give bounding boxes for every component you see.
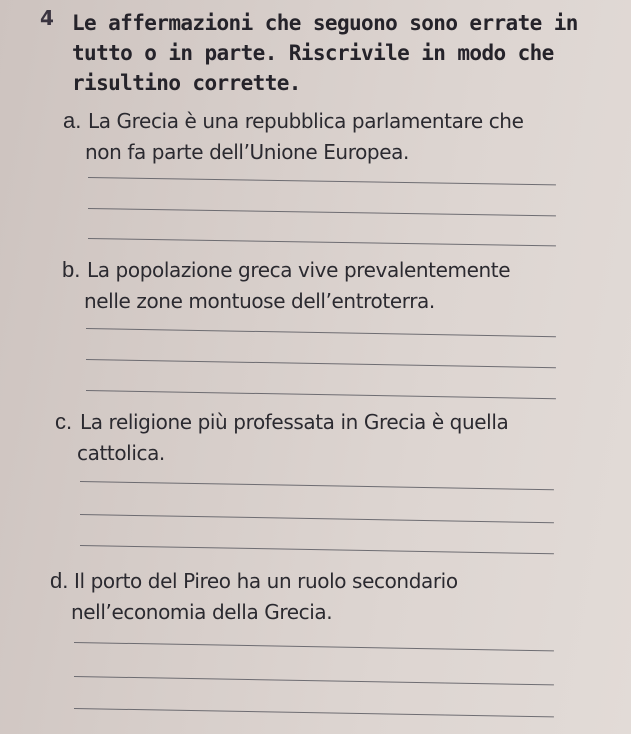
statement-line-1: La religione più professata in Grecia è quella [80,410,509,434]
answer-line [74,642,554,651]
statement-line-2: non fa parte dell’Unione Europea. [85,140,409,164]
exercise-instruction: Le affermazioni che seguono sono errate in tutto o in parte. Riscrivile in modo che risultino corrette. [72,11,578,95]
answer-line [80,545,554,554]
answer-line [74,676,554,685]
statement-line-2: cattolica. [77,441,165,465]
item-letter: b. [62,257,81,282]
statement-line-2: nell’economia della Grecia. [71,600,333,624]
answer-line [80,514,554,523]
exercise-number: 4 [40,6,54,30]
answer-line [88,177,556,185]
answer-line [86,390,556,399]
answer-line [74,708,554,717]
answer-line [86,328,556,337]
answer-line [88,238,556,246]
answer-line [86,359,556,368]
statement-text [84,255,567,317]
statement-line-2: nelle zone montuose dell’entroterra. [84,289,435,313]
item-letter: c. [55,409,73,434]
item-letter: d. [50,568,69,593]
statement-line-1: La popolazione greca vive prevalentemente [87,258,511,282]
answer-line [80,481,554,490]
answer-line [88,208,556,216]
statement-line-1: La Grecia è una repubblica parlamentare che [88,109,524,133]
statement-line-1: Il porto del Pireo ha un ruolo secondario [74,569,458,593]
statement-text [85,106,568,168]
statement-text [77,407,560,469]
item-letter: a. [63,108,82,133]
statement-text [71,566,554,628]
